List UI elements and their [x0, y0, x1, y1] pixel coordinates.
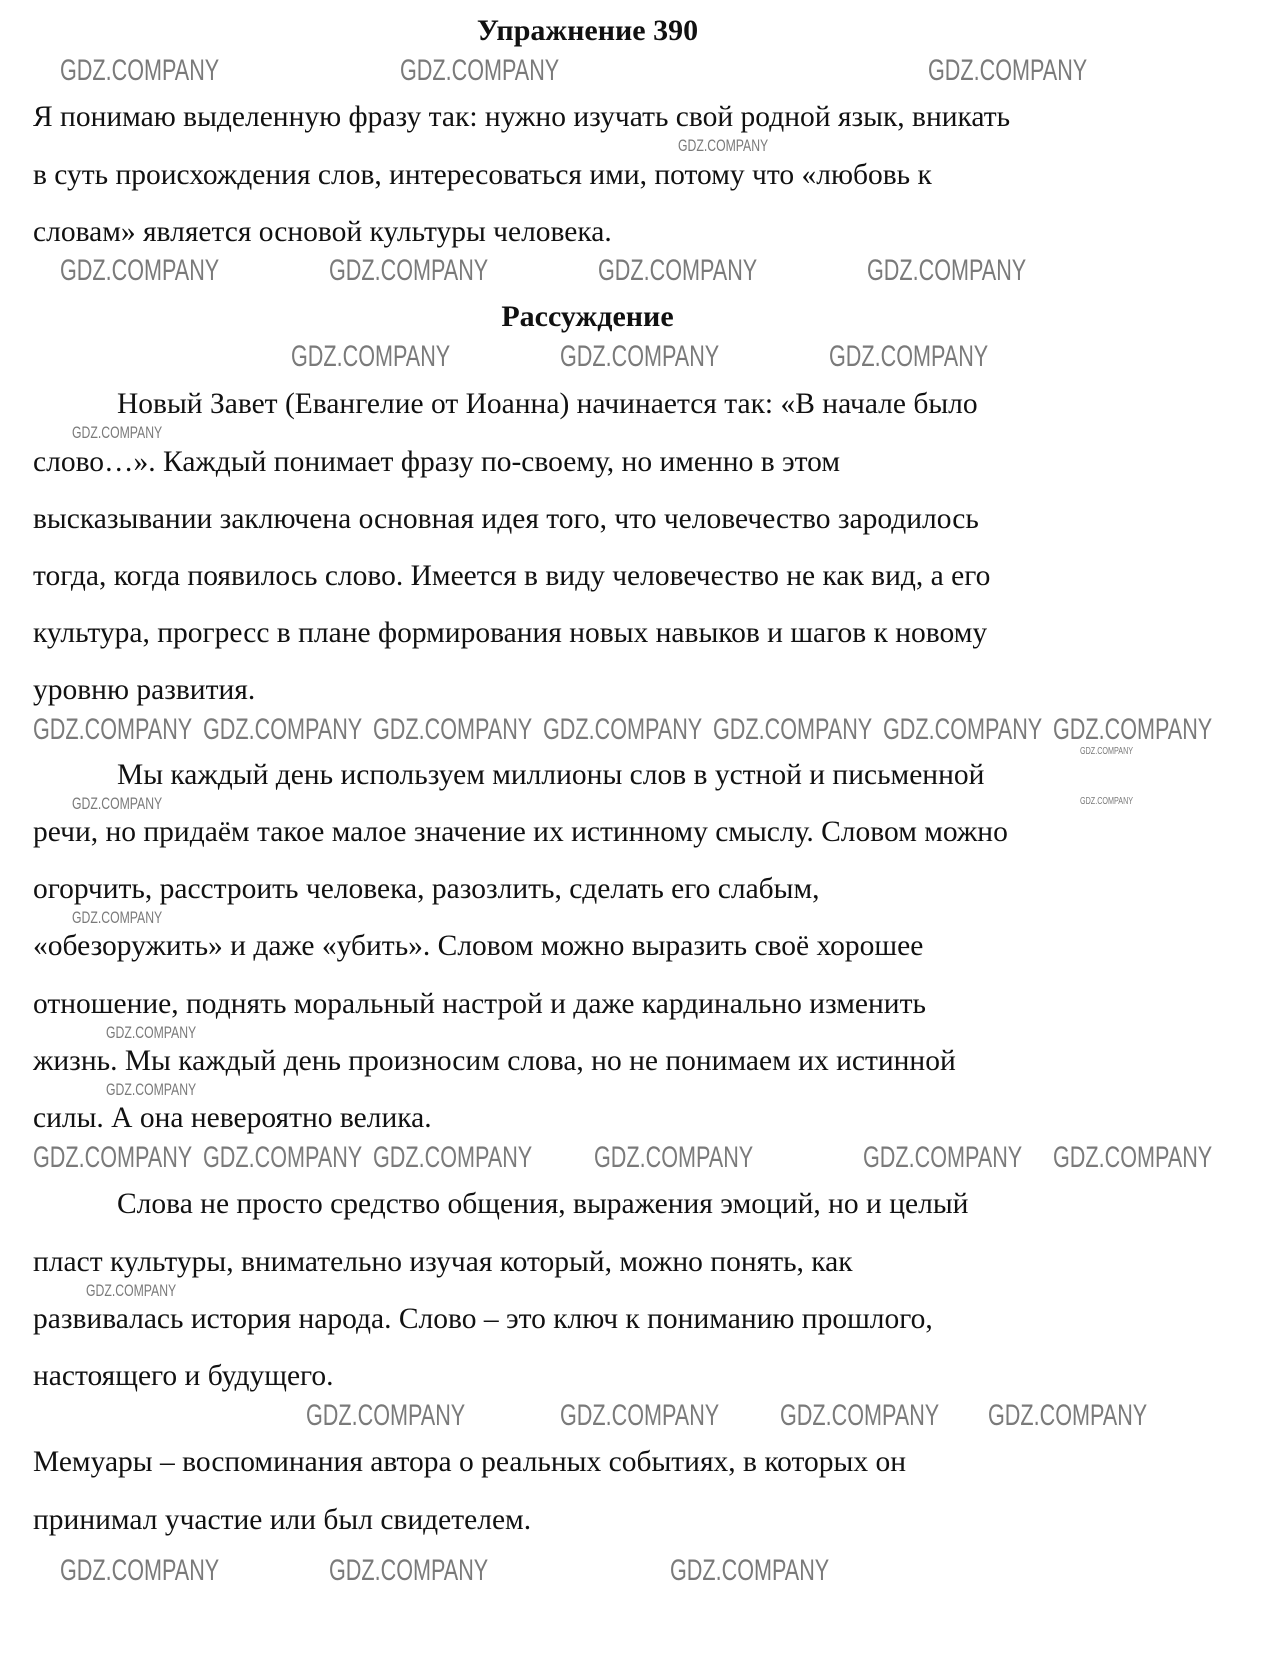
section-heading: Рассуждение — [501, 300, 674, 333]
watermark: GDZ.COMPANY — [60, 54, 220, 87]
watermark: GDZ.COMPANY — [1080, 746, 1134, 757]
text-line: высказывании заключена основная идея того, что человечество зародилось — [33, 503, 979, 535]
text-line: настоящего и будущего. — [33, 1360, 334, 1392]
text-line: жизнь. Мы каждый день произносим слова, но не понимаем их истинной — [33, 1045, 956, 1077]
watermark: GDZ.COMPANY — [780, 1399, 940, 1432]
watermark: GDZ.COMPANY — [1080, 796, 1134, 807]
watermark: GDZ.COMPANY — [988, 1399, 1148, 1432]
text-line: «обезоружить» и даже «убить». Словом можно выразить своё хорошее — [33, 930, 924, 962]
watermark: GDZ.COMPANY — [883, 713, 1043, 746]
text-line: силы. А она невероятно велика. — [33, 1102, 432, 1134]
watermark: GDZ.COMPANY — [1053, 1141, 1213, 1174]
watermark: GDZ.COMPANY — [594, 1141, 754, 1174]
watermark: GDZ.COMPANY — [928, 54, 1088, 87]
text-line: Мемуары – воспоминания автора о реальных событиях, в которых он — [33, 1446, 907, 1478]
watermark: GDZ.COMPANY — [33, 1141, 193, 1174]
watermark: GDZ.COMPANY — [72, 423, 163, 442]
text-line: Новый Завет (Евангелие от Иоанна) начинается так: «В начале было — [117, 388, 978, 420]
intro-line: словам» является основой культуры человека. — [33, 216, 612, 248]
watermark: GDZ.COMPANY — [329, 1554, 489, 1587]
text-line: Слова не просто средство общения, выражения эмоций, но и целый — [117, 1188, 969, 1220]
watermark: GDZ.COMPANY — [33, 713, 193, 746]
text-line: огорчить, расстроить человека, разозлить, сделать его слабым, — [33, 873, 820, 905]
text-line: тогда, когда появилось слово. Имеется в виду человечество не как вид, а его — [33, 560, 991, 592]
watermark: GDZ.COMPANY — [203, 1141, 363, 1174]
watermark: GDZ.COMPANY — [373, 713, 533, 746]
text-line: принимал участие или был свидетелем. — [33, 1504, 532, 1536]
text-line: речи, но придаём такое малое значение их истинному смыслу. Словом можно — [33, 816, 1008, 848]
watermark: GDZ.COMPANY — [72, 794, 163, 813]
watermark: GDZ.COMPANY — [863, 1141, 1023, 1174]
watermark: GDZ.COMPANY — [106, 1080, 197, 1099]
watermark: GDZ.COMPANY — [713, 713, 873, 746]
watermark: GDZ.COMPANY — [291, 340, 451, 373]
watermark: GDZ.COMPANY — [106, 1023, 197, 1042]
watermark: GDZ.COMPANY — [560, 1399, 720, 1432]
watermark: GDZ.COMPANY — [543, 713, 703, 746]
watermark: GDZ.COMPANY — [678, 136, 769, 155]
watermark: GDZ.COMPANY — [60, 1554, 220, 1587]
watermark: GDZ.COMPANY — [1053, 713, 1213, 746]
watermark: GDZ.COMPANY — [306, 1399, 466, 1432]
text-line: отношение, поднять моральный настрой и даже кардинально изменить — [33, 988, 926, 1020]
watermark: GDZ.COMPANY — [329, 254, 489, 287]
watermark: GDZ.COMPANY — [598, 254, 758, 287]
watermark: GDZ.COMPANY — [86, 1281, 177, 1300]
text-line: Мы каждый день используем миллионы слов в устной и письменной — [117, 759, 985, 791]
watermark: GDZ.COMPANY — [373, 1141, 533, 1174]
text-line: слово…». Каждый понимает фразу по-своему, но именно в этом — [33, 446, 841, 478]
watermark: GDZ.COMPANY — [203, 713, 363, 746]
text-line: пласт культуры, внимательно изучая который, можно понять, как — [33, 1246, 853, 1278]
watermark: GDZ.COMPANY — [670, 1554, 830, 1587]
text-line: уровню развития. — [33, 674, 256, 706]
intro-line: в суть происхождения слов, интересоваться ими, потому что «любовь к — [33, 159, 932, 191]
watermark: GDZ.COMPANY — [829, 340, 989, 373]
intro-line: Я понимаю выделенную фразу так: нужно изучать свой родной язык, вникать — [33, 101, 1011, 133]
watermark: GDZ.COMPANY — [60, 254, 220, 287]
watermark: GDZ.COMPANY — [867, 254, 1027, 287]
watermark: GDZ.COMPANY — [72, 908, 163, 927]
text-line: культура, прогресс в плане формирования новых навыков и шагов к новому — [33, 617, 988, 649]
watermark: GDZ.COMPANY — [560, 340, 720, 373]
watermark: GDZ.COMPANY — [400, 54, 560, 87]
exercise-title: Упражнение 390 — [476, 14, 699, 47]
text-line: развивалась история народа. Слово – это ключ к пониманию прошлого, — [33, 1303, 933, 1335]
